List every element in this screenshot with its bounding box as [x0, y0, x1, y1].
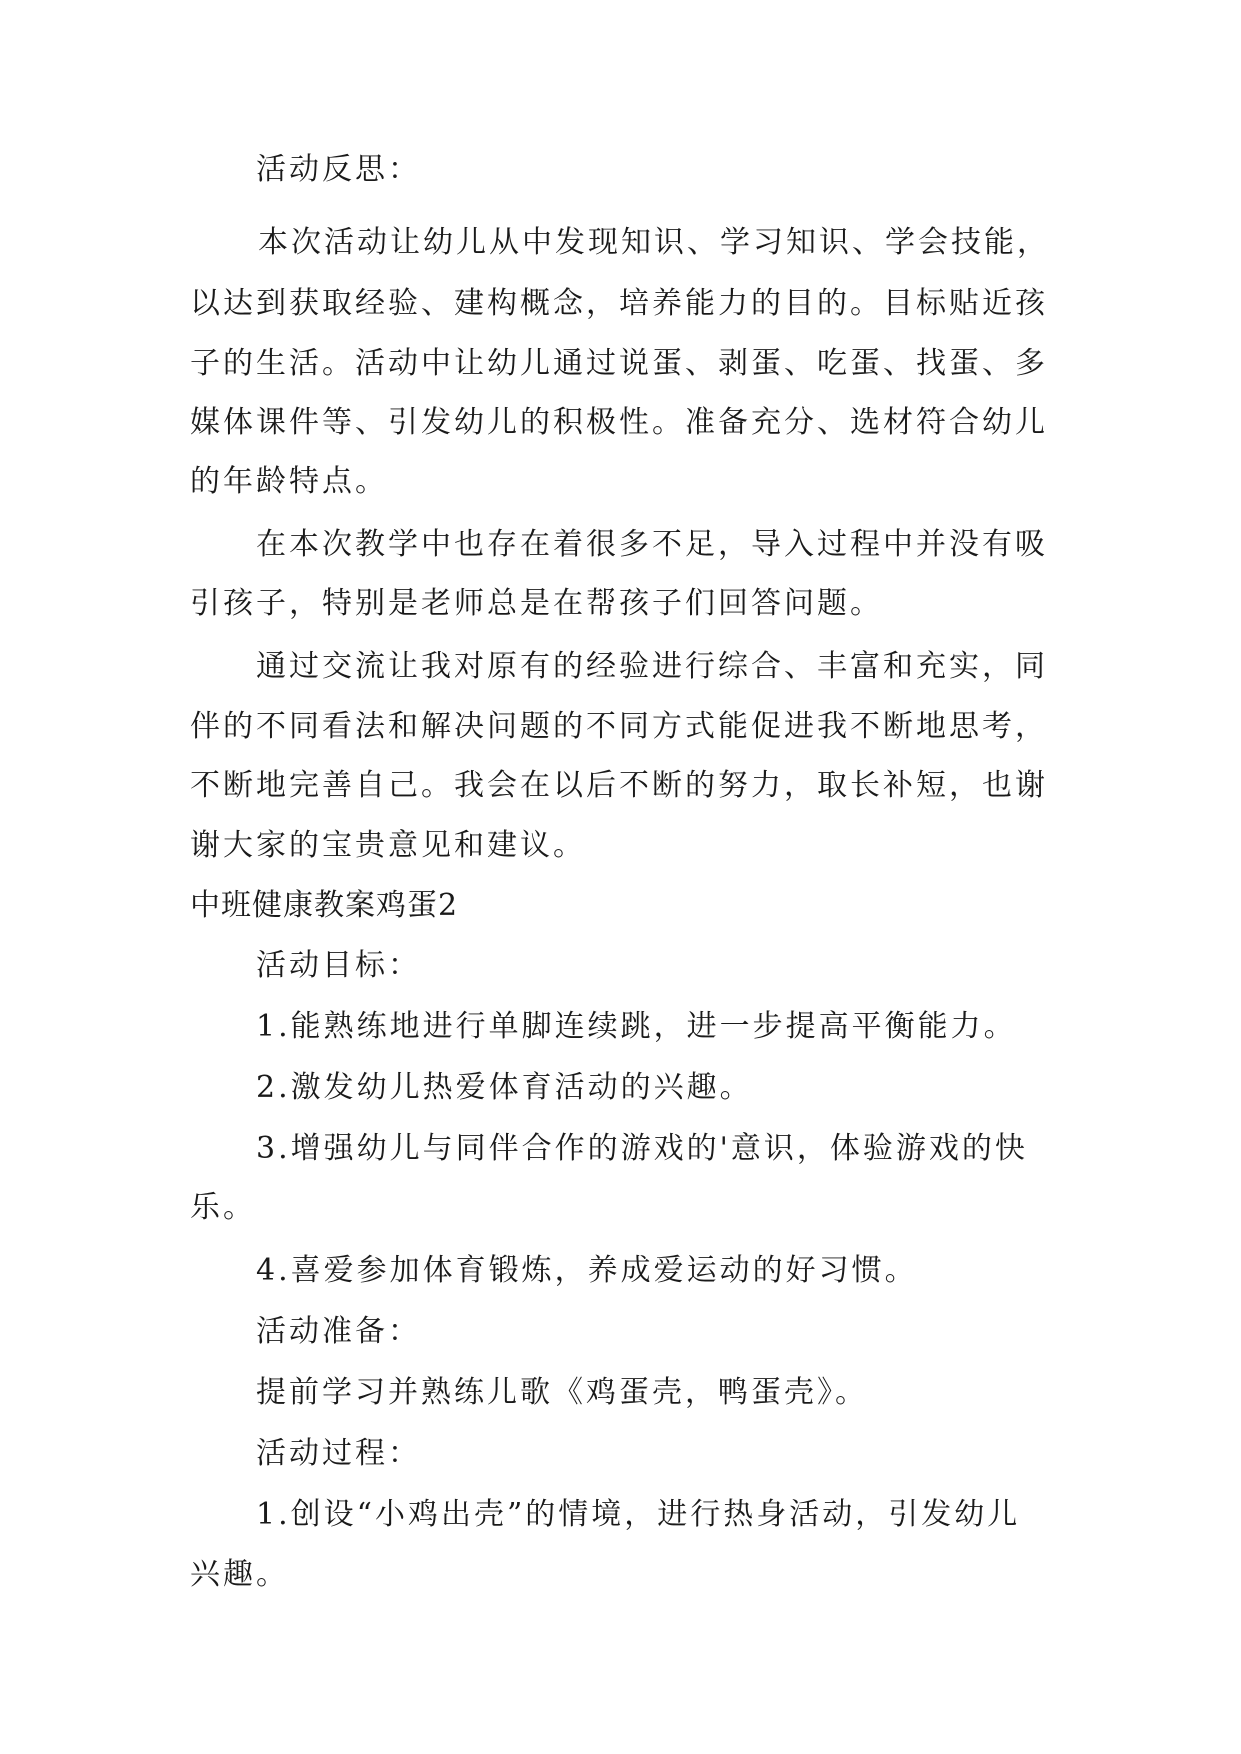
list-item: 1.能熟练地进行单脚连续跳，进一步提高平衡能力。 — [256, 1009, 1017, 1044]
paragraph-line: 提前学习并熟练儿歌《鸡蛋壳，鸭蛋壳》。 — [256, 1375, 868, 1410]
paragraph-line: 引孩子，特别是老师总是在帮孩子们回答问题。 — [190, 586, 883, 621]
list-item: 2.激发幼儿热爱体育活动的兴趣。 — [256, 1070, 753, 1105]
list-item: 4.喜爱参加体育锻炼，养成爱运动的好习惯。 — [256, 1253, 918, 1288]
paragraph-line: 以达到获取经验、建构概念，培养能力的目的。目标贴近孩 — [190, 286, 1048, 321]
paragraph-line: 本次活动让幼儿从中发现知识、学习知识、学会技能， — [258, 225, 1050, 260]
section-heading-process: 活动过程： — [256, 1436, 421, 1471]
paragraph-line: 通过交流让我对原有的经验进行综合、丰富和充实，同 — [256, 649, 1048, 684]
list-item-continuation: 兴趣。 — [190, 1557, 289, 1592]
lesson-title: 中班健康教案鸡蛋2 — [190, 888, 459, 923]
paragraph-line: 不断地完善自己。我会在以后不断的努力，取长补短，也谢 — [190, 768, 1048, 803]
list-item: 1.创设“小鸡出壳”的情境，进行热身活动，引发幼儿 — [256, 1497, 1021, 1532]
paragraph-line: 谢大家的宝贵意见和建议。 — [190, 828, 586, 863]
paragraph-line: 子的生活。活动中让幼儿通过说蛋、剥蛋、吃蛋、找蛋、多 — [190, 346, 1048, 381]
section-heading-preparation: 活动准备： — [256, 1314, 421, 1349]
paragraph-line: 在本次教学中也存在着很多不足，导入过程中并没有吸 — [256, 527, 1048, 562]
section-heading-reflection: 活动反思： — [256, 152, 421, 187]
section-heading-goals: 活动目标： — [256, 948, 421, 983]
list-item-continuation: 乐。 — [190, 1190, 256, 1225]
paragraph-line: 媒体课件等、引发幼儿的积极性。准备充分、选材符合幼儿 — [190, 405, 1048, 440]
paragraph-line: 的年龄特点。 — [190, 464, 388, 499]
paragraph-line: 伴的不同看法和解决问题的不同方式能促进我不断地思考， — [190, 709, 1048, 744]
list-item: 3.增强幼儿与同伴合作的游戏的'意识，体验游戏的快 — [256, 1131, 1028, 1166]
